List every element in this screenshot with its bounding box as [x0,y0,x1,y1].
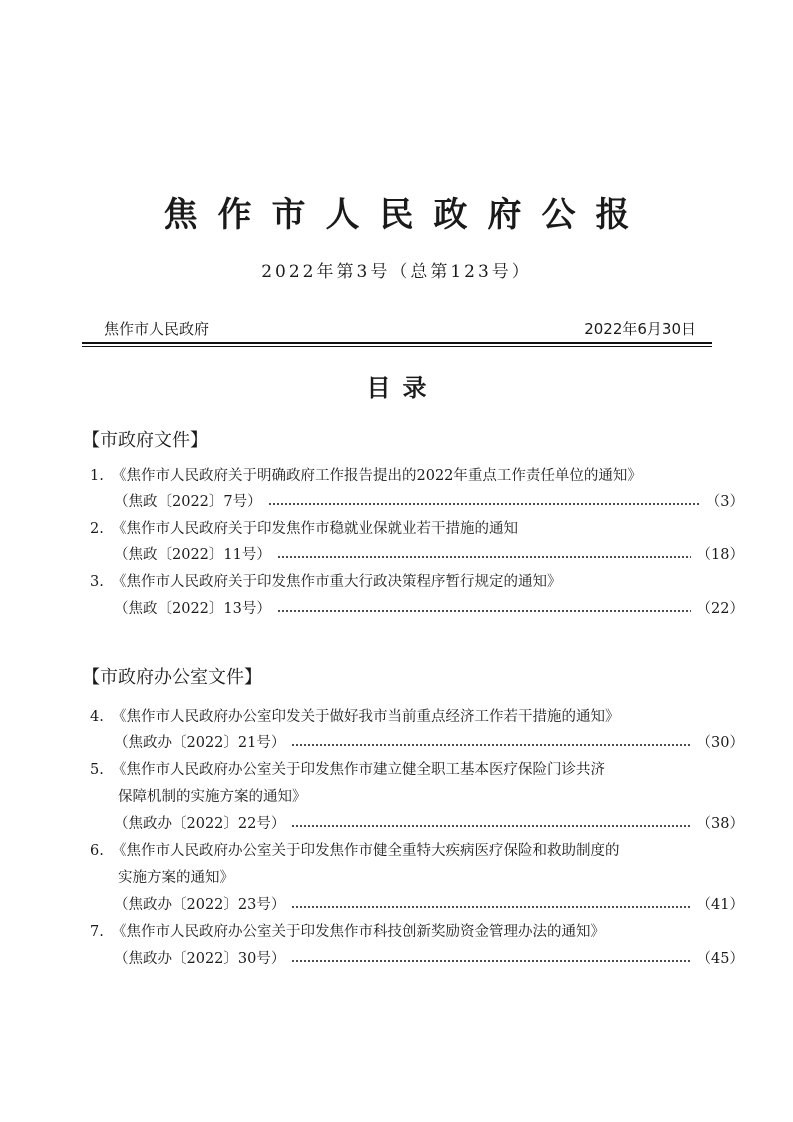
item-number: 3. [90,574,104,590]
toc-item-title[interactable] [82,465,712,487]
page-number: （38） [696,816,744,832]
toc-item-title[interactable] [82,706,712,728]
page-number: （45） [696,951,744,967]
toc-item-title-continued[interactable]: 保障机制的实施方案的通知》 [118,789,307,805]
item-title: 《焦作市人民政府关于明确政府工作报告提出的2022年重点工作责任单位的通知》 [112,468,642,484]
item-number: 2. [90,521,104,537]
dot-leader [291,825,690,827]
header-rule-thick [82,342,712,344]
toc-title: 目录 [366,373,439,402]
header-rule-thin [82,346,712,347]
dot-leader [291,960,690,962]
document-number: （焦政办〔2022〕23号） [114,897,286,913]
document-number: （焦政〔2022〕7号） [114,494,262,510]
toc-item-ref[interactable] [82,544,744,566]
item-title: 《焦作市人民政府关于印发焦作市重大行政决策程序暂行规定的通知》 [112,574,562,590]
item-title: 《焦作市人民政府办公室印发关于做好我市当前重点经济工作若干措施的通知》 [112,709,620,725]
toc-item-ref[interactable] [82,732,744,754]
toc-item-title[interactable] [82,759,712,781]
toc-item-ref[interactable] [82,948,744,970]
dot-leader [277,556,691,558]
toc-item-ref[interactable] [82,491,744,513]
item-title: 《焦作市人民政府关于印发焦作市稳就业保就业若干措施的通知 [112,521,518,537]
document-number: （焦政办〔2022〕30号） [114,951,286,967]
page-number: （18） [696,547,744,563]
item-number: 4. [90,709,104,725]
document-number: （焦政〔2022〕13号） [114,601,271,617]
toc-item-title-continued[interactable]: 实施方案的通知》 [118,870,234,886]
publication-info [82,318,712,342]
toc-item-ref[interactable] [82,813,744,835]
toc-item-ref[interactable] [82,894,744,916]
dot-leader [268,503,700,505]
page-number: （41） [696,897,744,913]
item-number: 6. [90,843,104,859]
item-title: 《焦作市人民政府办公室关于印发焦作市建立健全职工基本医疗保险门诊共济 [112,762,605,778]
item-title: 《焦作市人民政府办公室关于印发焦作市科技创新奖励资金管理办法的通知》 [112,924,605,940]
section-heading: 【市政府办公室文件】 [82,667,262,688]
dot-leader [277,610,691,612]
bulletin-title: 焦作市人民政府公报 [163,195,650,235]
document-number: （焦政办〔2022〕21号） [114,735,286,751]
document-number: （焦政〔2022〕11号） [114,547,271,563]
section-heading: 【市政府文件】 [82,430,208,451]
item-number: 7. [90,924,104,940]
toc-item-title[interactable] [82,840,712,862]
toc-item-title[interactable] [82,921,712,943]
document-number: （焦政办〔2022〕22号） [114,816,286,832]
issue-number: 2022年第3号（总第123号） [261,262,532,282]
item-title: 《焦作市人民政府办公室关于印发焦作市健全重特大疾病医疗保险和救助制度的 [112,843,620,859]
page-number: （22） [696,601,744,617]
page-number: （30） [696,735,744,751]
publication-date: 2022年6月30日 [584,320,696,338]
item-number: 5. [90,762,104,778]
toc-item-ref[interactable] [82,598,744,620]
item-number: 1. [90,468,104,484]
dot-leader [291,744,690,746]
toc-item-title[interactable] [82,518,712,540]
dot-leader [291,906,690,908]
publisher: 焦作市人民政府 [104,320,210,338]
toc-item-title[interactable] [82,571,712,593]
page-number: （3） [705,494,744,510]
